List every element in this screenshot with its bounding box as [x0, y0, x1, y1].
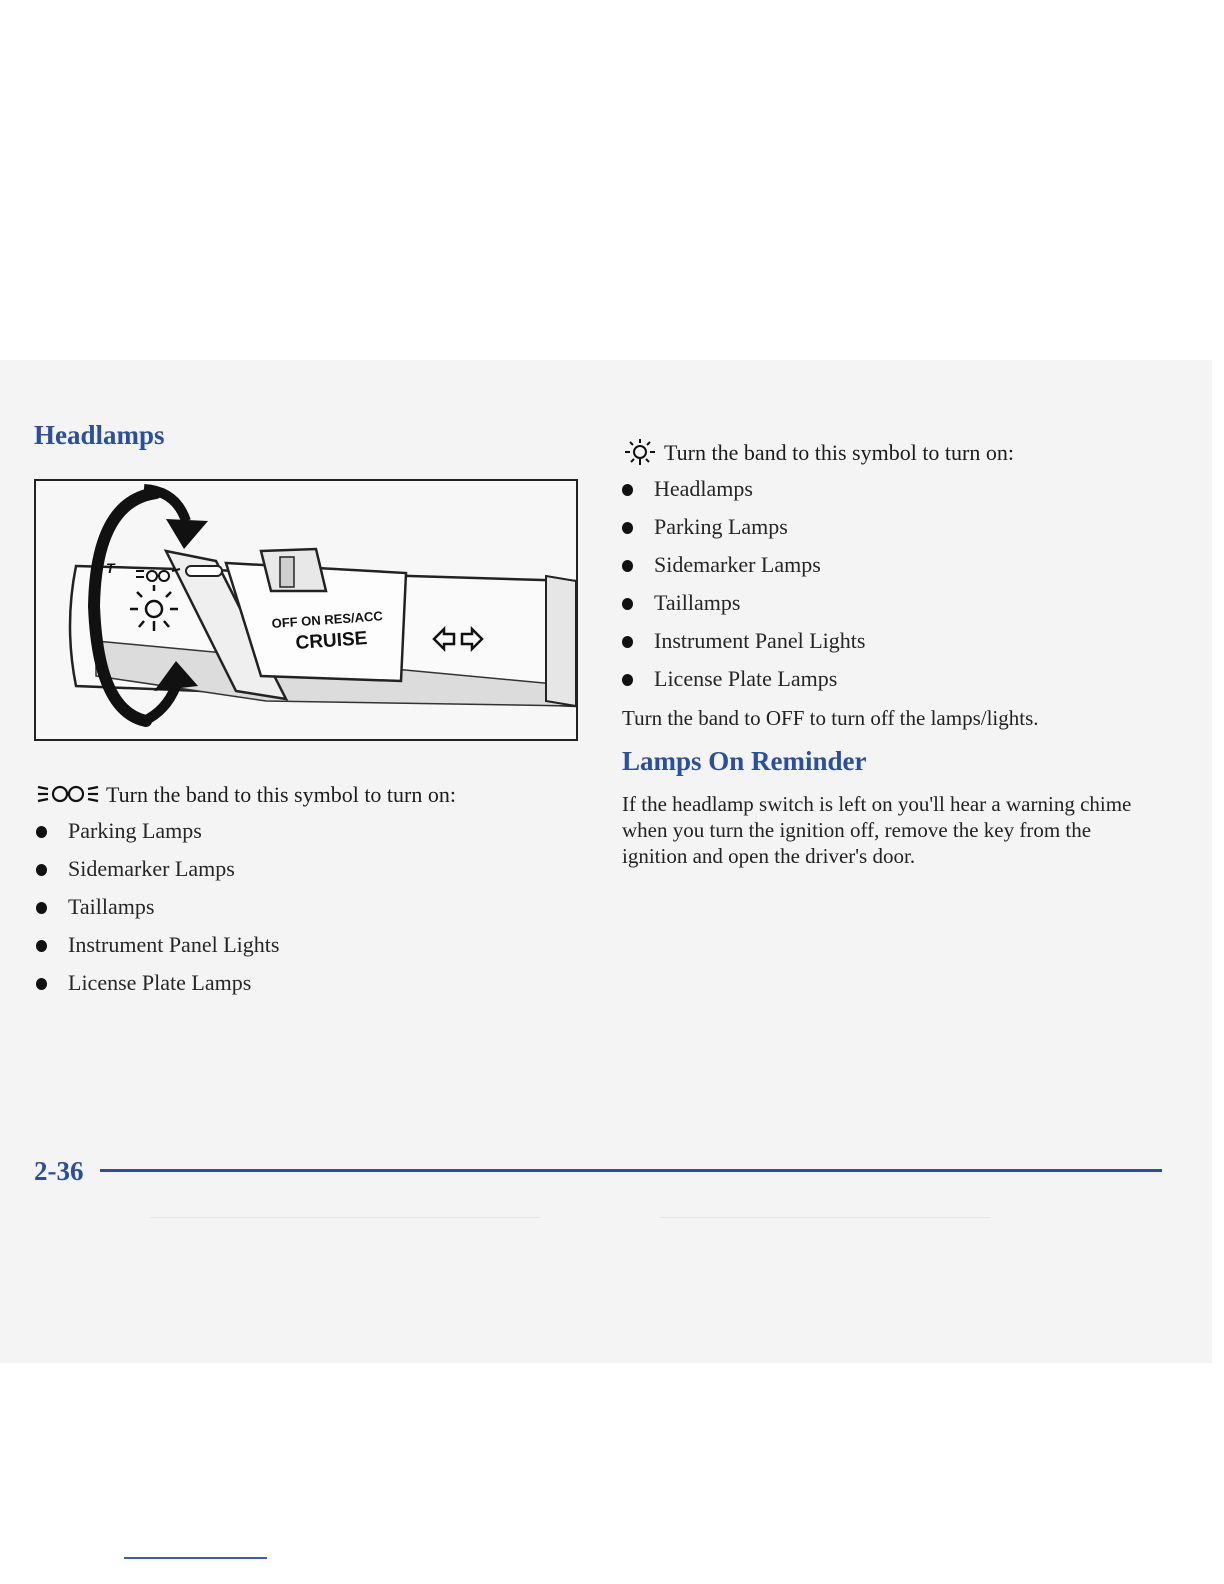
bullet	[622, 522, 633, 534]
headlamp-switch-figure	[34, 479, 578, 741]
list-item: Parking Lamps	[620, 514, 865, 552]
list-item: Sidemarker Lamps	[620, 552, 865, 590]
cruise-settings-label: OFF ON RES/ACC	[271, 608, 384, 631]
list-item: Instrument Panel Lights	[620, 628, 865, 666]
bullet	[622, 560, 633, 572]
bullet	[36, 864, 47, 876]
bullet	[622, 636, 633, 648]
list-item: License Plate Lamps	[34, 970, 279, 1008]
footer-rule	[100, 1169, 1162, 1172]
cruise-label: CRUISE	[294, 628, 368, 654]
list-item: Parking Lamps	[34, 818, 279, 856]
list-item: Taillamps	[34, 894, 279, 932]
bullet	[622, 598, 633, 610]
page-number: 2-36	[34, 1156, 84, 1186]
headlamps-title: Headlamps	[34, 420, 165, 450]
list-item: License Plate Lamps	[620, 666, 865, 704]
lamps-on-reminder-title: Lamps On Reminder	[622, 746, 867, 776]
sun-icon	[622, 437, 658, 473]
scan-artifact	[660, 1217, 990, 1218]
parking-symbol-text: Turn the band to this symbol to turn on:	[106, 782, 456, 808]
svg-text:T: T	[106, 560, 115, 576]
list-item: Taillamps	[620, 590, 865, 628]
bullet	[622, 674, 633, 686]
headlamp-switch-illustration	[36, 481, 576, 739]
bullet	[36, 826, 47, 838]
parking-symbol-line	[36, 781, 456, 813]
bullet	[622, 484, 633, 496]
headlamps-list	[620, 476, 865, 704]
reminder-paragraph: If the headlamp switch is left on you'll hear a warning chime when you turn the ignition off, remove the key from the ignition and open the driver's door.	[622, 792, 1132, 868]
scan-artifact	[150, 1217, 540, 1218]
list-item: Instrument Panel Lights	[34, 932, 279, 970]
bullet	[36, 940, 47, 952]
parking-lamp-icon	[36, 781, 100, 813]
parking-lamps-list	[34, 818, 279, 1008]
headlamp-symbol-text: Turn the band to this symbol to turn on:	[664, 440, 1014, 466]
bottom-underline	[124, 1557, 267, 1559]
off-instruction: Turn the band to OFF to turn off the lamps/lights.	[622, 706, 1039, 730]
bullet	[36, 978, 47, 990]
list-item: Sidemarker Lamps	[34, 856, 279, 894]
list-item: Headlamps	[620, 476, 865, 514]
headlamp-symbol-line	[622, 437, 1014, 473]
bullet	[36, 902, 47, 914]
